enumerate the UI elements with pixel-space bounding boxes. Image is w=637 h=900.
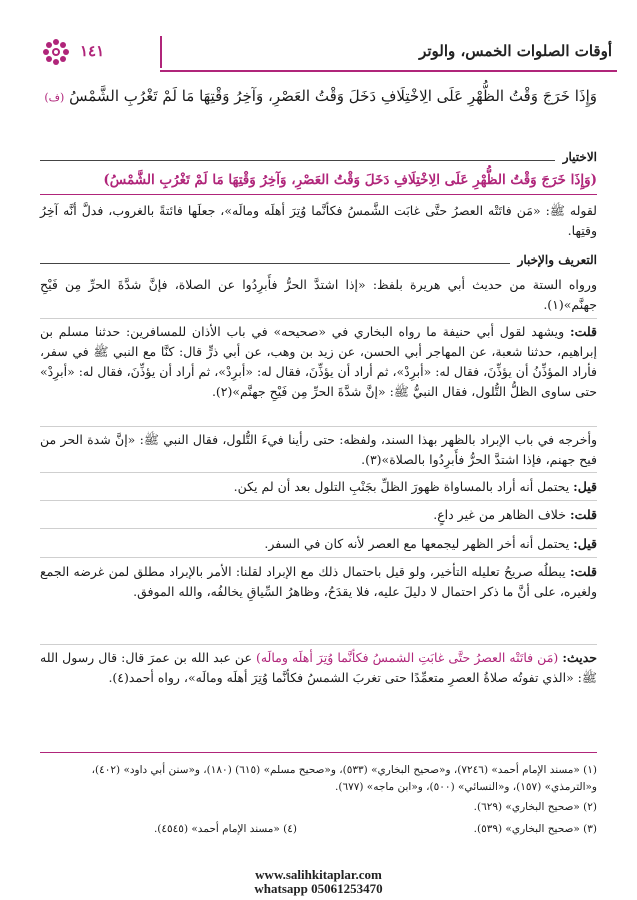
section-header-tarif (40, 253, 597, 271)
paragraph-text: خلاف الظاهر من غير داعٍ. (433, 507, 566, 522)
paragraph-text: يبطلُه صريحُ تعليله التأخير، ولو قيل باحتمال ذلك مع الإبراد لقلنا: الأمر بالإبراد مطلق لمن غرضه الجمع ولغيره، على أنَّ ما ذكر احتمال لا دليلَ عليه، فلا يقدَحُ، وظاهرُ السِّياقِ يخالفُه، والله الموفق. (40, 564, 597, 599)
section-rule (40, 160, 597, 161)
section-header-ikhtiyar (40, 150, 597, 168)
paragraph-text: ويشهد لقول أبي حنيفة ما رواه البخاري في «صحيحه» في باب الأذان للمسافرين: حدثنا مسلم بن إبراهيم، حدثنا شعبة، عن المهاجر أبي الحسن، عن زيد بن وهب، عن أبي ذرٍّ قال: كنَّا مع النبي ﷺ في سفر، فأراد المؤذِّنُ أن يؤذِّنَ، فقال له: «أبرِدْ»، ثم أراد أن يؤذِّنَ، فقال له: «أبرِدْ»، ثم أراد أن يؤذِّنَ، فقال له: «أبرِدْ» حتى ساوى الظلُّ التُّلول، فقال النبيُّ ﷺ: «إنَّ شدَّةَ الحرِّ مِن فَيْحِ جهنَّم»(٢). (40, 324, 597, 399)
paragraph-text: يحتمل أنه أخر الظهر ليجمعها مع العصر لأنه كان في السفر. (264, 536, 570, 551)
paragraph-5 (40, 505, 597, 525)
paragraph-3: وأخرجه في باب الإبراد بالظهر بهذا السند، ولفظه: حتى رأينا فيءَ التُّلول، فقال النبي ﷺ: «إنَّ شدة الحر من فيح جهنم، فإذا اشتدَّ الحرُّ فأَبرِدُوا بالصلاة»(٣). (40, 432, 597, 467)
matn-ref: (ف) (44, 91, 65, 104)
lead-word: قلت: (569, 507, 597, 522)
footnote-2: (٢) «صحيح البخاري» (٦٢٩). (473, 801, 597, 813)
footnote-3: (٣) «صحيح البخاري» (٥٣٩). (473, 823, 597, 835)
lead-word: قيل: (573, 479, 597, 494)
paragraph-text: عن عبد الله بن عمرَ قال: قال رسول الله ﷺ: «الذي تفوتُه صلاةُ العصرِ متعمِّدًا حتى تغربَ الشمسُ فكأنَّما وُتِرَ أهلَه ومالَه»، رواه أحمد(٤). (40, 650, 597, 685)
paragraph-separator (40, 318, 597, 319)
highlighted-matn: (وَإِذَا خَرَجَ وَقْتُ الظُّهْرِ عَلَى الِاخْتِلَافِ دَخَلَ وَقْتُ العَصْرِ، وَآخِرُ وَقْتِهَا مَا لَمْ تَغْرُبِ الشَّمْسُ) (103, 172, 597, 188)
chapter-title: أوقات الصلوات الخمس، والوتر (419, 42, 612, 60)
paragraph-separator (40, 557, 597, 558)
whatsapp-number: whatsapp 05061253470 (254, 881, 383, 896)
paragraph-2 (40, 322, 597, 402)
matn-text (40, 84, 597, 110)
footnote-1: (١) «مسند الإمام أحمد» (٧٢٤٦)، و«صحيح البخاري» (٥٣٣)، و«صحيح مسلم» (٦١٥) (١٨٠)، و«سنن أبي داود» (٤٠٢)، و«الترمذي» (١٥٧)، و«النسائي» (٥٠٠)، و«ابن ماجه» (٦٧٧). (91, 764, 597, 793)
hadith-quote: (مَن فاتَتْه العصرُ حتَّى غابَتِ الشمسُ فكأنَّما وُتِرَ أهلَه ومالَه) (255, 650, 559, 665)
paragraph-separator (40, 426, 597, 427)
paragraph-separator (40, 500, 597, 501)
paragraph-7 (40, 562, 597, 602)
paragraph-4 (40, 477, 597, 497)
paragraph-text: يحتمل أنه أراد بالمساواة ظهورَ الظلِّ بجَنْبِ التلول بعد أن لم يكن. (233, 479, 570, 494)
paragraph-separator (40, 472, 597, 473)
paragraph-6 (40, 534, 597, 554)
footnote-4: (٤) «مسند الإمام أحمد» (٤٥٤٥). (153, 823, 297, 835)
lead-word: قلت: (569, 564, 597, 579)
header-rule (160, 70, 617, 72)
paragraph-separator (40, 528, 597, 529)
paragraph-8 (40, 648, 597, 688)
page-header (20, 30, 617, 74)
footer-website (0, 868, 637, 896)
section-label: التعريف والإخبار (510, 253, 597, 267)
rosette-ornament-icon (42, 38, 70, 66)
header-divider (160, 36, 162, 68)
ikhtiyar-body: لقوله ﷺ: «مَن فاتَتْه العصرُ حتَّى غابَت الشَّمسُ فكأنَّما وُتِرَ أهلَه ومالَه»، جعلَها فائتةً بالغروب، فدلَّ أنَّه آخِرُ وقتِها. (40, 203, 597, 238)
paragraph-1: ورواه الستة من حديث أبي هريرة بلفظ: «إذا اشتدَّ الحرُّ فأَبرِدُوا عن الصلاة، فإنَّ شدَّةَ الحرِّ مِن فَيْحِ جهنَّم»(١). (40, 277, 597, 312)
lead-word: قلت: (569, 324, 597, 339)
highlight-rule (40, 194, 597, 195)
lead-word: قيل: (573, 536, 597, 551)
website-url[interactable]: www.salihkitaplar.com (255, 867, 382, 882)
lead-word: حديث: (562, 650, 597, 665)
matn-body: وَإِذَا خَرَجَ وَقْتُ الظُّهْرِ عَلَى الِاخْتِلَافِ دَخَلَ وَقْتُ العَصْرِ، وَآخِرُ وَقْتِهَا مَا لَمْ تَغْرُبِ الشَّمْسُ (69, 87, 597, 105)
page-number: ١٤١ (80, 42, 105, 60)
paragraph-separator (40, 644, 597, 645)
footnote-separator (40, 752, 597, 753)
section-label: الاختيار (555, 150, 597, 164)
